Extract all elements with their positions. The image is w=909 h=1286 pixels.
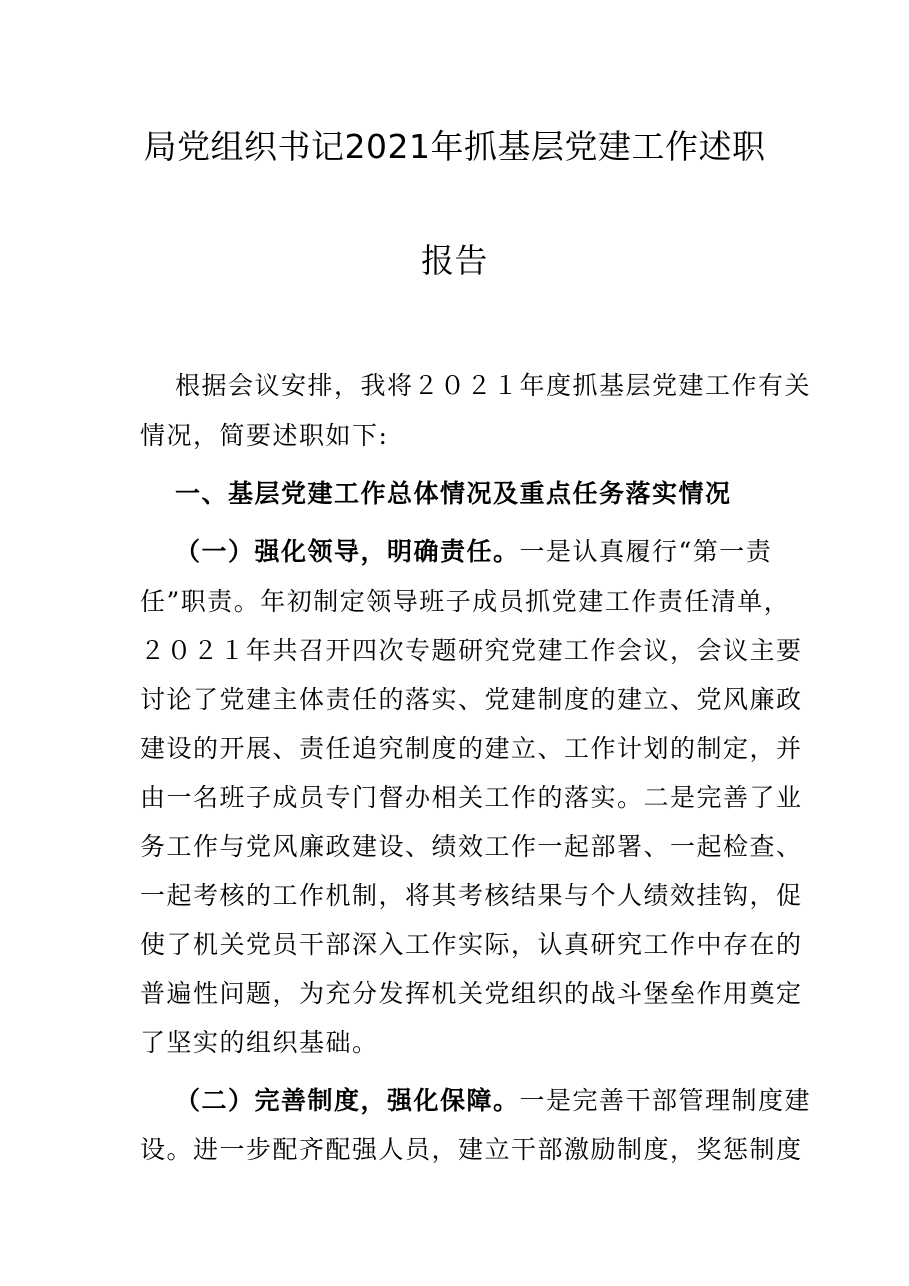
subsection-1-line-4: 讨论了党建主体责任的落实、党建制度的建立、党风廉政 <box>140 685 803 714</box>
document-title-line-1: 局党组织书记2021年抓基层党建工作述职 <box>143 127 766 166</box>
intro-paragraph-line-1: 根据会议安排，我将２０２１年度抓基层党建工作有关 <box>175 371 812 400</box>
subsection-1-line-5: 建设的开展、责任追究制度的建立、工作计划的制定，并 <box>140 734 803 763</box>
subsection-2-line-1 <box>175 1081 812 1121</box>
subsection-1-line-9: 使了机关党员干部深入工作实际，认真研究工作中存在的 <box>140 930 803 959</box>
subsection-1-line-3: ２０２１年共召开四次专题研究党建工作会议，会议主要 <box>140 636 803 665</box>
document-title-line-2: 报告 <box>421 241 488 280</box>
subsection-1-line-6: 由一名班子成员专门督办相关工作的落实。二是完善了业 <box>140 783 803 812</box>
subsection-1-line-2: 任”职责。年初制定领导班子成员抓党建工作责任清单， <box>140 587 791 616</box>
subsection-1-line-11: 了坚实的组织基础。 <box>140 1028 379 1057</box>
subsection-2-line-2: 设。进一步配齐配强人员，建立干部激励制度，奖惩制度 <box>140 1135 803 1164</box>
subsection-1-line-1 <box>175 532 771 572</box>
subsection-1-line-10: 普遍性问题，为充分发挥机关党组织的战斗堡垒作用奠定 <box>140 979 803 1008</box>
subsection-2-heading: （二）完善制度，强化保障。 <box>175 1086 520 1115</box>
subsection-2-line-1-text: 一是完善干部管理制度建 <box>519 1086 812 1115</box>
subsection-1-heading: （一）强化领导，明确责任。 <box>175 537 520 566</box>
section-1-heading: 一、基层党建工作总体情况及重点任务落实情况 <box>175 479 732 508</box>
intro-paragraph-line-2: 情况，简要述职如下: <box>140 421 389 450</box>
subsection-1-line-1-text: 一是认真履行“第一责 <box>519 537 773 566</box>
subsection-1-line-8: 一起考核的工作机制，将其考核结果与个人绩效挂钩，促 <box>140 881 803 910</box>
subsection-1-line-7: 务工作与党风廉政建设、绩效工作一起部署、一起检查、 <box>140 832 803 861</box>
